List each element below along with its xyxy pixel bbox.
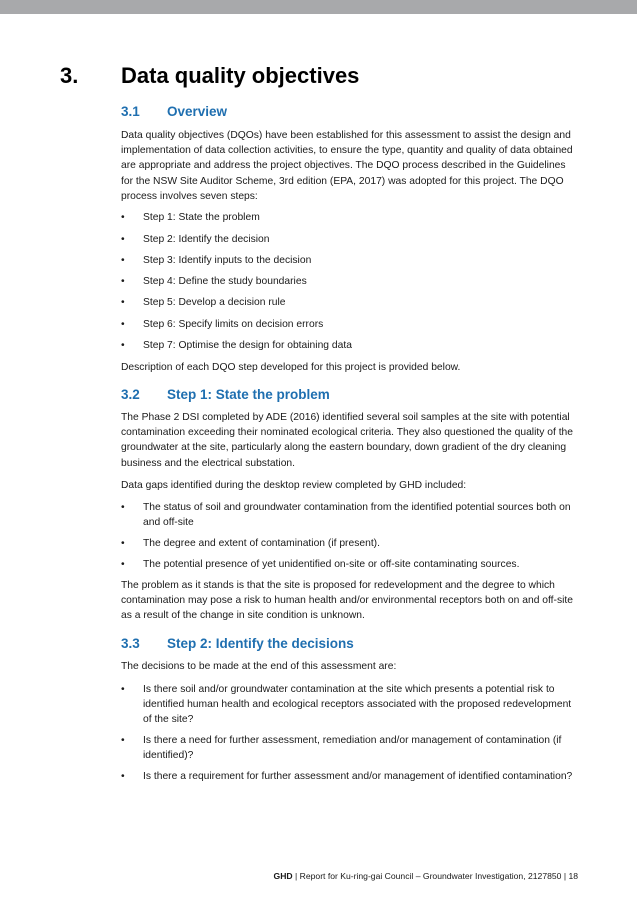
bullet-icon: • [121, 684, 125, 695]
list-item: • Is there a need for further assessment, remediation and/or management of contamination (if identified)? [121, 735, 562, 762]
section-heading-overview [121, 104, 227, 119]
section-number: 3.1 [121, 104, 140, 119]
chapter-heading [60, 63, 360, 89]
bullet-icon: • [121, 297, 125, 308]
section-title: Overview [167, 104, 228, 119]
page-footer [274, 871, 578, 881]
chapter-title: Data quality objectives [121, 63, 360, 88]
bullet-icon: • [121, 255, 125, 266]
bullet-icon: • [121, 319, 125, 330]
section-title: Step 2: Identify the decisions [167, 636, 354, 651]
list-item: • Is there a requirement for further assessment and/or management of identified contamination? [121, 769, 576, 784]
list-item: • Step 4: Define the study boundaries [121, 274, 576, 289]
paragraph: Data gaps identified during the desktop review completed by GHD included: [121, 480, 467, 491]
bullet-icon: • [121, 538, 125, 549]
bullet-icon: • [121, 276, 125, 287]
chapter-number: 3. [60, 63, 79, 88]
section-number: 3.2 [121, 387, 140, 402]
header-bar [0, 0, 637, 14]
footer-org: GHD [273, 871, 293, 881]
list-item: • The degree and extent of contamination (if present). [121, 536, 576, 551]
bullet-icon: • [121, 340, 125, 351]
bullet-icon: • [121, 502, 125, 513]
paragraph: The decisions to be made at the end of this assessment are: [121, 661, 397, 672]
paragraph: Data quality objectives (DQOs) have been established for this assessment to assist the design and implementation of data collection activities, to ensure the type, quantity and quality of data obtained are appropriate and address the project objectives. The DQO process described in the Guidelines for the NSW Site Auditor Scheme, 3rd edition (EPA, 2017) was adopted for this project. The DQO process involves seven steps: [121, 130, 573, 202]
list-item: • Step 2: Identify the decision [121, 232, 576, 247]
list-item: • Step 3: Identify inputs to the decision [121, 253, 576, 268]
footer-text: | Report for Ku-ring-gai Council – Groundwater Investigation, 2127850 | 18 [292, 871, 578, 881]
list-item: • The status of soil and groundwater contamination from the identified potential sources both on and off-site [121, 502, 571, 529]
section-number: 3.3 [121, 636, 140, 651]
section-heading-step1 [121, 387, 330, 402]
list-item: • Step 5: Develop a decision rule [121, 295, 576, 310]
paragraph: The problem as it stands is that the site is proposed for redevelopment and the degree to which contamination may pose a risk to human health and/or environmental receptors both on and off-site as a result of the change in site condition is unknown. [121, 580, 573, 622]
bullet-icon: • [121, 735, 125, 746]
bullet-icon: • [121, 771, 125, 782]
list-item: • The potential presence of yet unidentified on-site or off-site contaminating sources. [121, 557, 576, 572]
list-item: • Step 7: Optimise the design for obtaining data [121, 338, 576, 353]
section-title: Step 1: State the problem [167, 387, 330, 402]
bullet-icon: • [121, 559, 125, 570]
bullet-icon: • [121, 234, 125, 245]
list-item: • Step 1: State the problem [121, 210, 576, 225]
paragraph: Description of each DQO step developed for this project is provided below. [121, 362, 461, 373]
section-heading-step2 [121, 636, 354, 651]
bullet-icon: • [121, 212, 125, 223]
list-item: • Step 6: Specify limits on decision errors [121, 317, 576, 332]
paragraph: The Phase 2 DSI completed by ADE (2016) identified several soil samples at the site with potential contamination exceeding their nominated ecological criteria. They also questioned the quality of the groundwater at the site, particularly along the eastern boundary, down gradient of the dry cleaning business and the electrical substation. [121, 412, 574, 469]
list-item: • Is there soil and/or groundwater contamination at the site which presents a potential risk to identified human health and ecological receptors associated with the proposed redevelopment of the site? [121, 684, 572, 726]
